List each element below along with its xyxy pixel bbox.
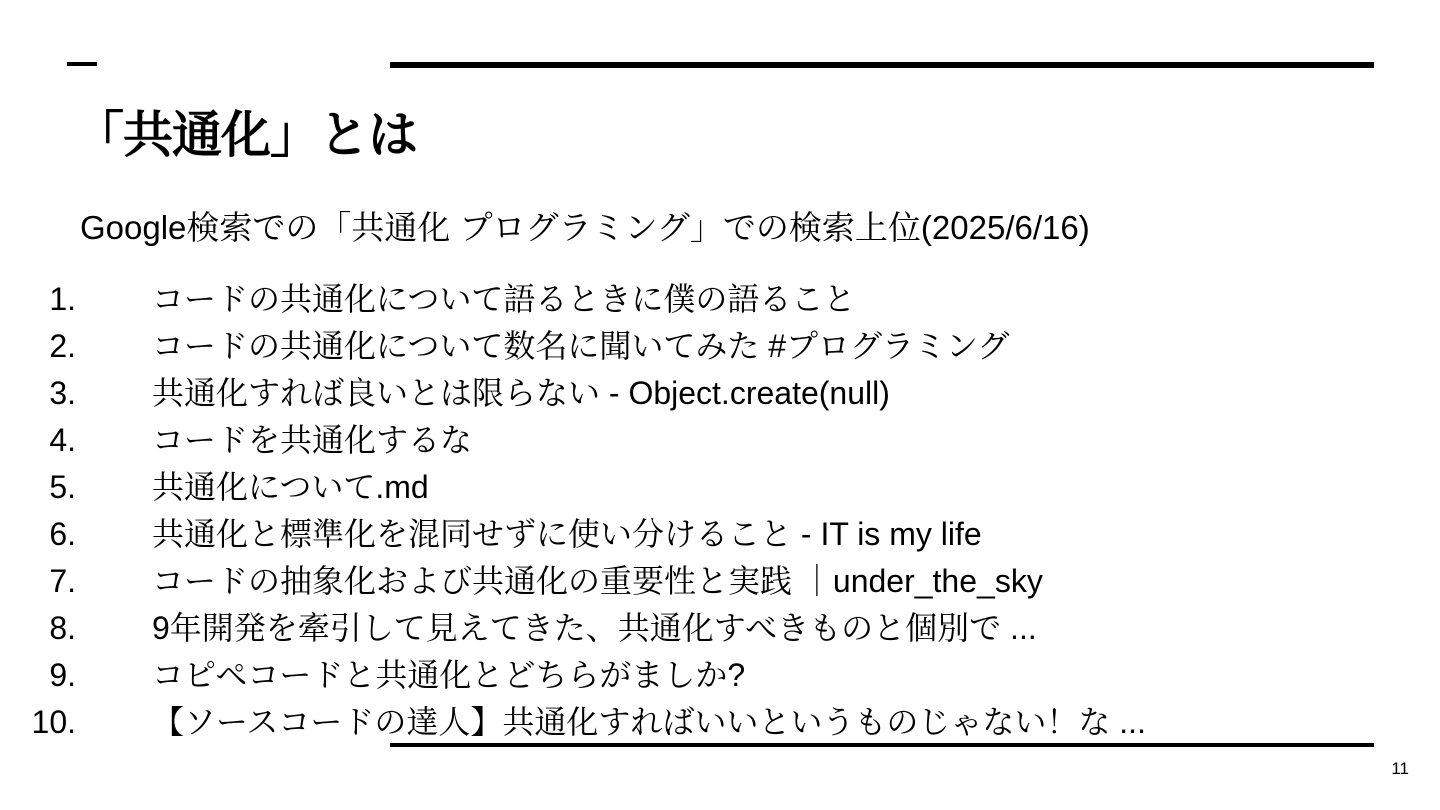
decorative-short-rule [67,62,97,66]
list-item [0,370,1400,417]
decorative-top-rule [390,62,1374,68]
list-item-text: コードの抽象化および共通化の重要性と実践 ｜under_the_sky [152,563,1043,599]
list-item-text: 【ソースコードの達人】共通化すればいいというものじゃない！な ... [152,704,1146,740]
list-item-number: 7. [49,563,76,599]
list-item-text: コードの共通化について語るときに僕の語ること [152,281,856,317]
list-item-number: 10. [31,704,76,740]
list-item [0,558,1400,605]
list-item-text: コードの共通化について数名に聞いてみた #プログラミング [152,328,1010,364]
slide-subtitle: Google検索での「共通化 プログラミング」での検索上位(2025/6/16) [80,209,1090,246]
page-number: 11 [1391,759,1409,778]
list-item [0,511,1400,558]
list-item-number: 4. [49,422,76,458]
list-item [0,652,1400,699]
list-item-text: コピペコードと共通化とどちらがましか? [152,657,746,693]
list-item-number: 2. [49,328,76,364]
list-item-number: 1. [49,281,76,317]
search-results-list [0,276,1400,746]
list-item-text: 共通化すれば良いとは限らない - Object.create(null) [152,375,890,411]
list-item-text: 共通化と標準化を混同せずに使い分けること - IT is my life [152,516,982,552]
list-item-number: 5. [49,469,76,505]
list-item-text: コードを共通化するな [152,422,473,458]
list-item [0,276,1400,323]
list-item-text: 9年開発を牽引して見えてきた、共通化すべきものと個別で ... [152,610,1037,646]
list-item [0,464,1400,511]
slide-title: 「共通化」とは [74,107,417,163]
list-item-text: 共通化について.md [152,469,429,505]
list-item [0,605,1400,652]
list-item-number: 8. [49,610,76,646]
list-item-number: 6. [49,516,76,552]
list-item [0,323,1400,370]
list-item [0,699,1400,746]
list-item-number: 3. [49,375,76,411]
list-item-number: 9. [49,657,76,693]
decorative-bottom-rule [390,743,1374,747]
list-item [0,417,1400,464]
